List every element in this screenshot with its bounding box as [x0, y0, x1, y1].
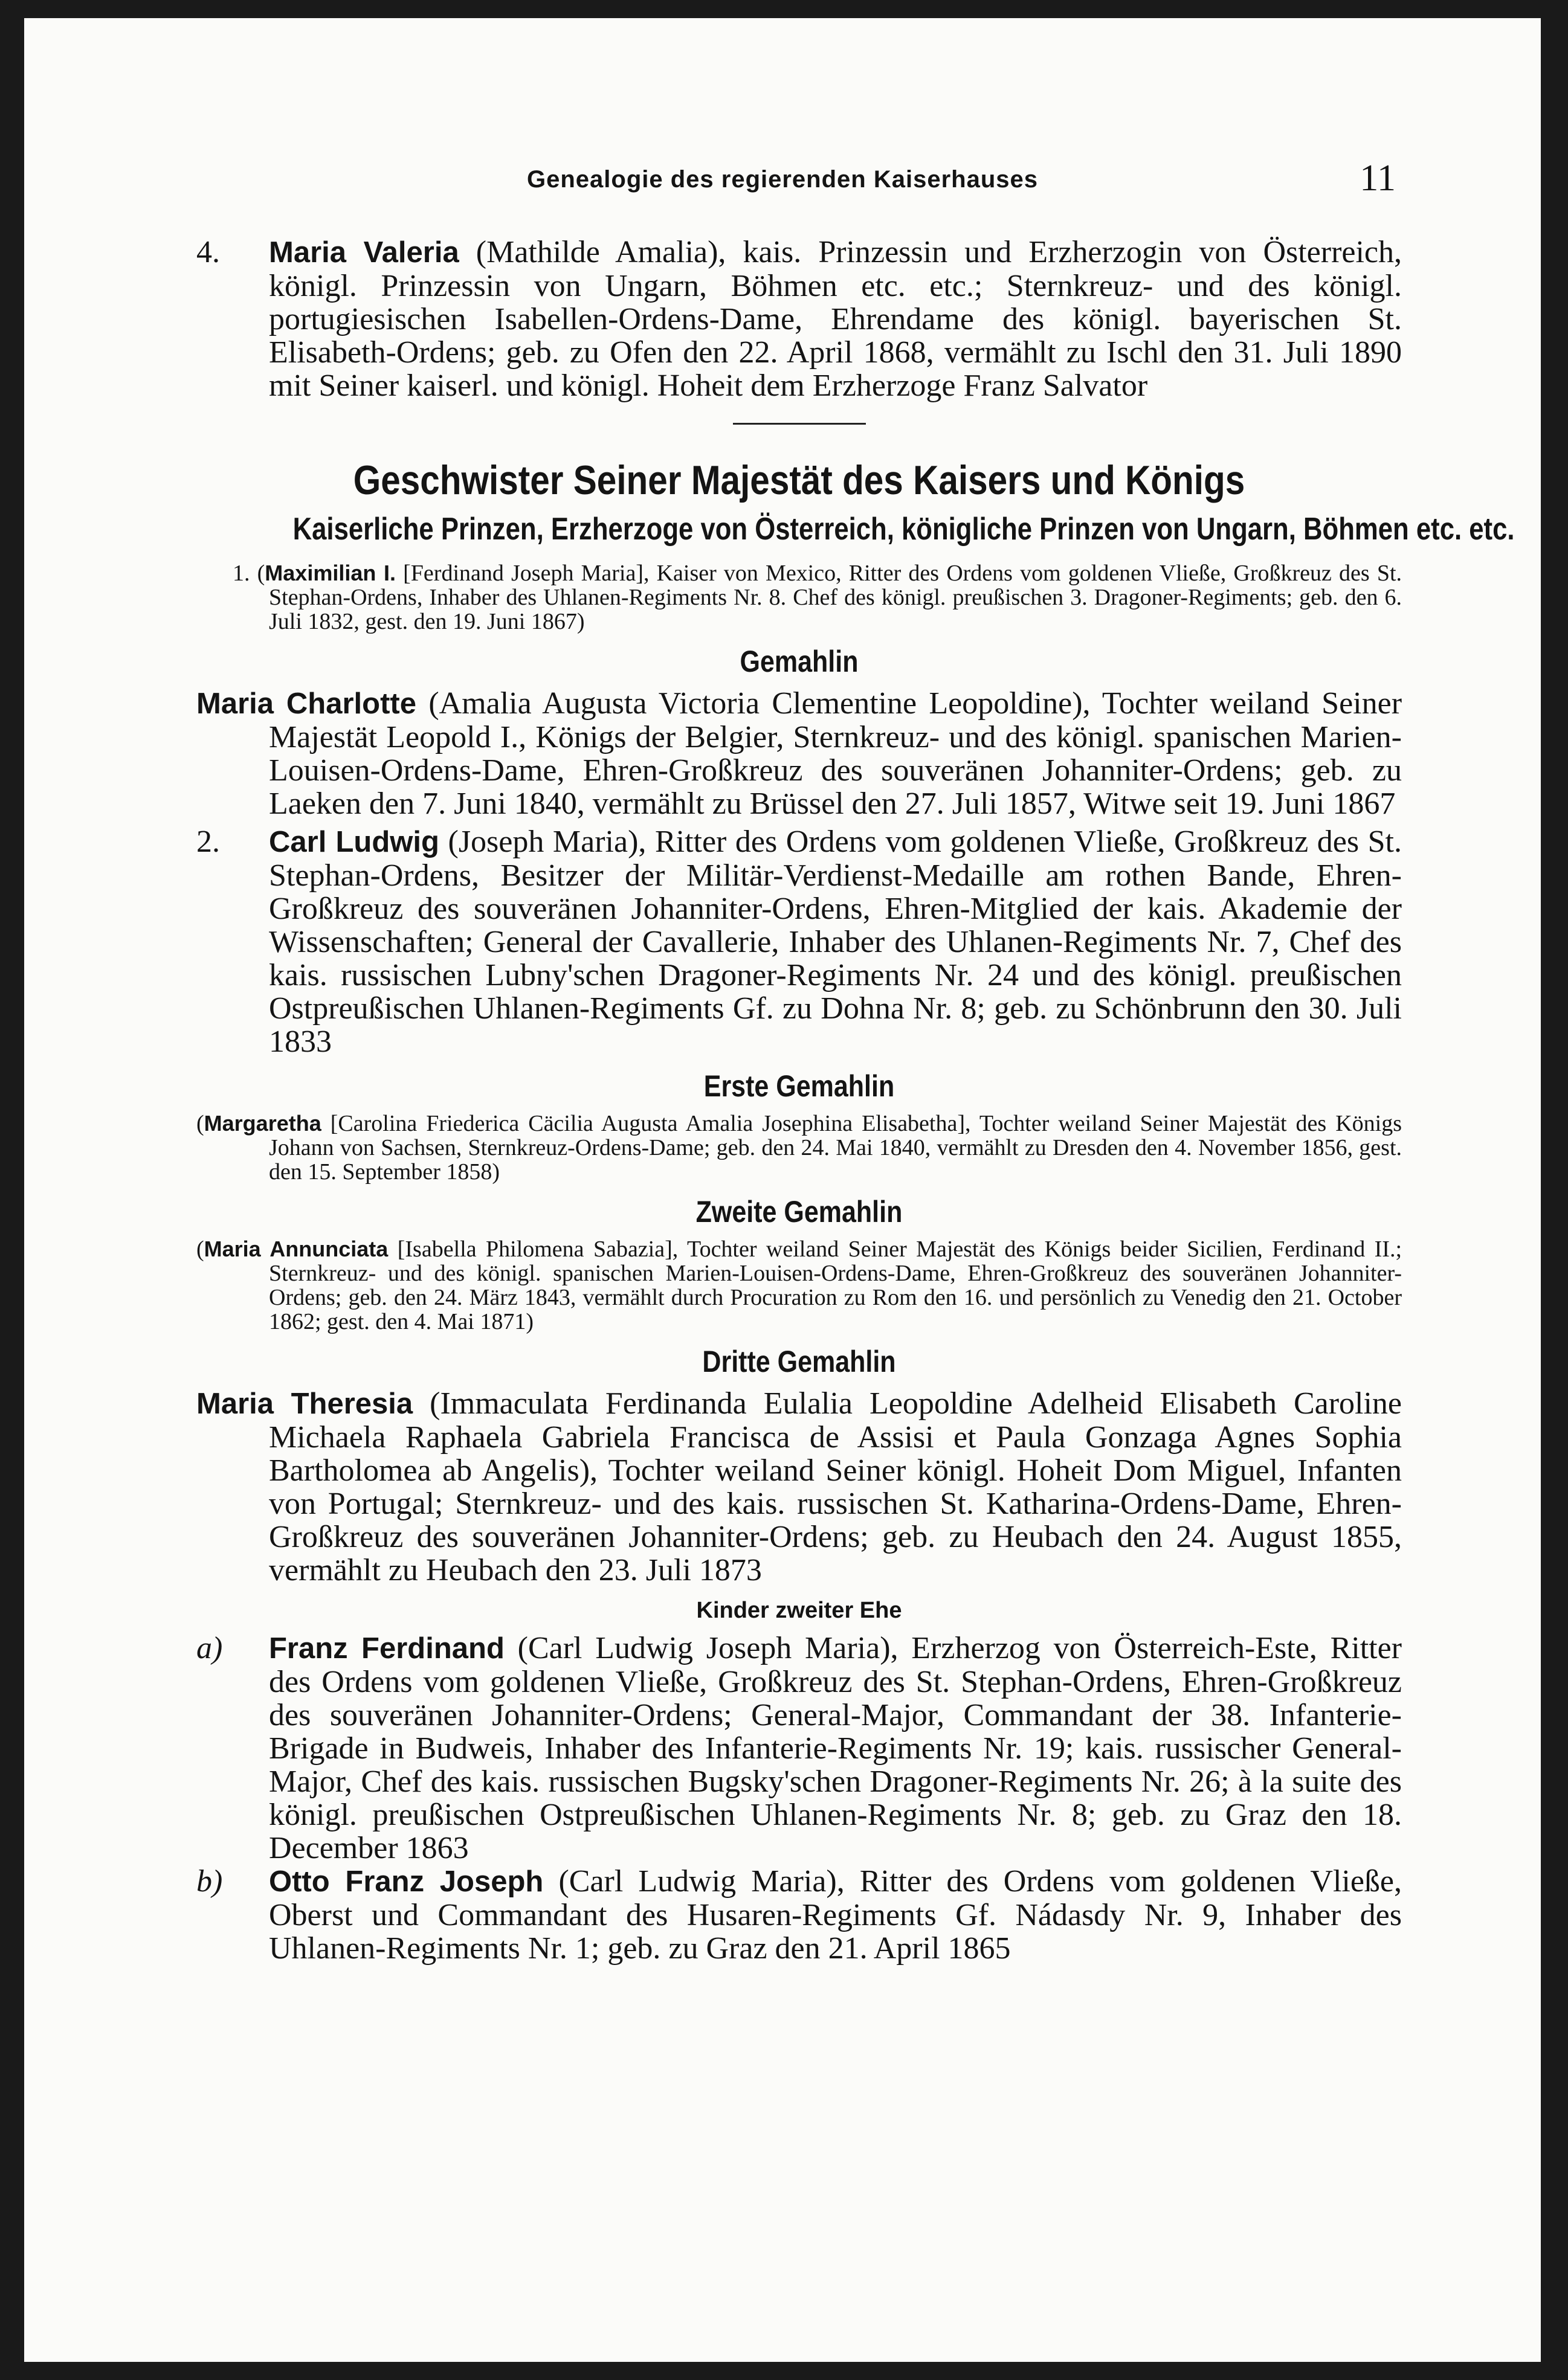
person-name: Franz Ferdinand — [269, 1632, 505, 1665]
section-subtitle: Kaiserliche Prinzen, Erzherzoge von Österreich, königliche Prinzen von Ungarn, Böhmen etc. etc. — [292, 512, 1515, 547]
page-number: 11 — [1360, 158, 1396, 199]
entry-margaretha — [196, 1111, 1402, 1184]
entry-text: (Mathilde Amalia), kais. Prinzessin und Erzherzogin von Österreich, königl. Prinzessin von Ungarn, Böhmen etc. etc.; Sternkreuz- und des königl. portugiesischen Isabellen-Ordens-Dame, Ehrendame des königl. bayerischen St. Elisabeth-Ordens; geb. zu Ofen den 22. April 1868, vermählt zu Ischl den 31. Juli 1890 mit Seiner kaiserl. und königl. Hoheit dem Erzherzoge Franz Salvator — [269, 235, 1402, 403]
entry-text: [Ferdinand Joseph Maria], Kaiser von Mexico, Ritter des Ordens vom goldenen Vließe, Großkreuz des St. Stephan-Ordens, Inhaber des Uhlanen-Regiments Nr. 8. Chef des königl. preußischen 3. Dragoner-Regiments; geb. den 6. Juli 1832, gest. den 19. Juni 1867) — [269, 561, 1402, 634]
person-name: Maria Charlotte — [196, 687, 416, 720]
entry-number: 2. — [196, 825, 220, 859]
person-name: Otto Franz Joseph — [269, 1865, 544, 1898]
heading-erste-gemahlin: Erste Gemahlin — [703, 1069, 895, 1103]
entry-maria-valeria — [196, 236, 1402, 402]
entry-text: (Immaculata Ferdinanda Eulalia Leopoldine Adelheid Elisabeth Caroline Michaela Raphaela Gabriela Francisca de Assisi et Paula Gonzaga Agnes Sophia Bartholomea ab Angelis), Tochter weiland Seiner königl. Hoheit Dom Miguel, Infanten von Portugal; Sternkreuz- und des kais. russischen St. Katharina-Ordens-Dame, Ehren-Großkreuz des souveränen Johanniter-Ordens; geb. zu Heubach den 24. August 1855, vermählt zu Heubach den 23. Juli 1873 — [269, 1386, 1402, 1587]
running-header: Genealogie des regierenden Kaiserhauses — [526, 166, 1038, 193]
entry-text: [Isabella Philomena Sabazia], Tochter weiland Seiner Majestät des Königs beider Sicilien, Ferdinand II.; Sternkreuz- und des königl. spanischen Marien-Louisen-Ordens-Dame, Ehren-Großkreuz des souveränen Johanniter-Ordens; geb. den 24. März 1843, vermählt durch Procuration zu Rom den 16. und persönlich zu Venedig den 21. October 1862; gest. den 4. Mai 1871) — [269, 1237, 1402, 1334]
entry-text: [Carolina Friederica Cäcilia Augusta Amalia Josephina Elisabetha], Tochter weiland Seiner Majestät des Königs Johann von Sachsen, Sternkreuz-Ordens-Dame; geb. den 24. Mai 1840, vermählt zu Dresden den 4. November 1856, gest. den 15. September 1858) — [269, 1111, 1402, 1185]
page-content — [196, 235, 1515, 1966]
person-name: Maria Annunciata — [204, 1237, 389, 1261]
entry-franz-ferdinand — [196, 1632, 1402, 1865]
entry-text: (Carl Ludwig Joseph Maria), Erzherzog von Österreich-Este, Ritter des Ordens vom goldenen Vließe, Großkreuz des St. Stephan-Ordens, Ehren-Großkreuz des souveränen Johanniter-Ordens; General-Major, Commandant der 38. Infanterie-Brigade in Budweis, Inhaber des Infanterie-Regiments Nr. 19; kais. russischer General-Major, Chef des kais. russischen Bugsky'schen Dragoner-Regiments Nr. 26; à la suite des königl. preußischen Ostpreußischen Uhlanen-Regiments Nr. 8; geb. zu Graz den 18. December 1863 — [269, 1631, 1402, 1865]
entry-number: 1. — [233, 561, 250, 586]
book-page — [24, 18, 1541, 2362]
person-name: Carl Ludwig — [269, 826, 439, 858]
person-name: Maximilian I. — [265, 561, 396, 585]
person-name: Margaretha — [204, 1111, 321, 1136]
entry-carl-ludwig — [196, 825, 1402, 1058]
person-name: Maria Valeria — [269, 236, 459, 269]
entry-marker: b) — [196, 1864, 223, 1899]
open-paren: ( — [196, 1237, 204, 1262]
entry-maria-annunciata — [196, 1237, 1402, 1334]
entry-marker: a) — [196, 1631, 223, 1665]
heading-gemahlin: Gemahlin — [740, 645, 859, 678]
entry-otto-franz-joseph — [196, 1865, 1402, 1965]
heading-dritte-gemahlin: Dritte Gemahlin — [702, 1345, 896, 1378]
entry-text: (Amalia Augusta Victoria Clementine Leopoldine), Tochter weiland Seiner Majestät Leopold I., Königs der Belgier, Sternkreuz- und des königl. spanischen Marien-Louisen-Ordens-Dame, Ehren-Großkreuz des souveränen Johanniter-Ordens; geb. zu Laeken den 7. Juni 1840, vermählt zu Brüssel den 27. Juli 1857, Witwe seit 19. Juni 1867 — [269, 686, 1402, 821]
entry-maria-charlotte — [196, 687, 1402, 820]
open-paren: ( — [196, 1111, 204, 1136]
open-paren: ( — [257, 561, 265, 586]
entry-number: 4. — [196, 235, 220, 269]
heading-zweite-gemahlin: Zweite Gemahlin — [695, 1195, 903, 1229]
entry-maria-theresia — [196, 1387, 1402, 1587]
heading-kinder-zweiter-ehe: Kinder zweiter Ehe — [696, 1598, 902, 1623]
entry-text: (Carl Ludwig Maria), Ritter des Ordens vom goldenen Vließe, Oberst und Commandant des Husaren-Regiments Gf. Nádasdy Nr. 9, Inhaber des Uhlanen-Regiments Nr. 1; geb. zu Graz den 21. April 1865 — [269, 1864, 1402, 1966]
entry-text: (Joseph Maria), Ritter des Ordens vom goldenen Vließe, Großkreuz des St. Stephan-Ordens, Besitzer der Militär-Verdienst-Medaille am rothen Bande, Ehren-Großkreuz des souveränen Johanniter-Ordens, Ehren-Mitglied der kais. Akademie der Wissenschaften; General der Cavallerie, Inhaber des Uhlanen-Regiments Nr. 7, Chef des kais. russischen Lubny'schen Dragoner-Regiments Nr. 24 und des königl. preußischen Ostpreußischen Uhlanen-Regiments Gf. zu Dohna Nr. 8; geb. zu Schönbrunn den 30. Juli 1833 — [269, 825, 1402, 1059]
person-name: Maria Theresia — [196, 1388, 413, 1420]
entry-maximilian — [196, 561, 1402, 634]
section-divider — [733, 423, 866, 425]
section-title: Geschwister Seiner Majestät des Kaisers und Königs — [353, 457, 1245, 503]
